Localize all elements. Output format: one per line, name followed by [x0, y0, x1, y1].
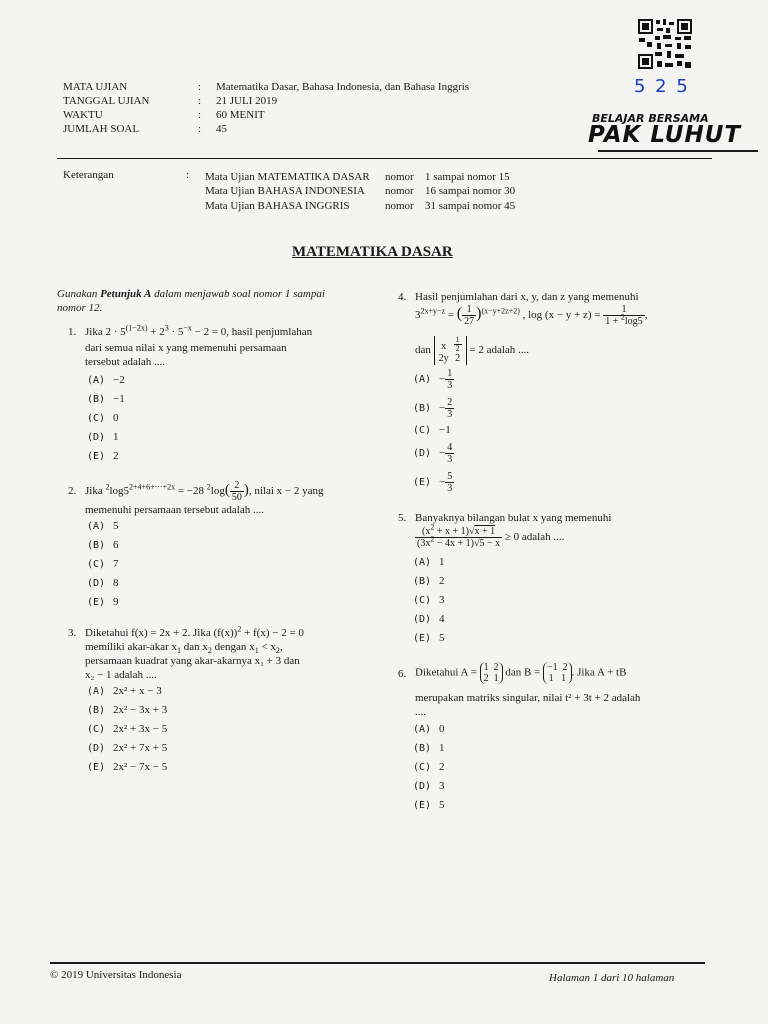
keterangan-nomor: nomor [385, 185, 414, 197]
option-label: (C) [87, 559, 106, 570]
question-number: 1. [68, 326, 77, 338]
option-label: (C) [413, 425, 432, 436]
option-label: (A) [87, 686, 106, 697]
question-text: persamaan kuadrat yang akar-akarnya x₁ + 3 dan [85, 655, 300, 667]
option-text: 8 [113, 577, 119, 589]
option-label: (D) [87, 743, 106, 754]
question-text: Jika $2 \cdot 5^{(1-2x)} + 2^3 \cdot 5^{-x} - 2 = 0$, hasil penjumlahan [85, 323, 313, 338]
option-text: 2 [113, 450, 119, 462]
option-denominator: 3 [447, 379, 453, 391]
question-text: dan x 2y $\frac{1}{2}$ 2 = 2 adalah .... [415, 335, 530, 364]
option-label: (E) [87, 451, 106, 462]
header-key: TANGGAL UJIAN [63, 95, 150, 107]
option[interactable] [413, 741, 445, 755]
option-text: 3 [439, 594, 445, 606]
option[interactable] [413, 365, 454, 393]
option[interactable] [413, 394, 454, 422]
option[interactable] [87, 684, 162, 698]
option-text: 2x² + 3x − 5 [113, 723, 168, 735]
option-sign: − [439, 402, 446, 414]
option-text: 5 [439, 799, 445, 811]
instruction-text: Gunakan [57, 288, 101, 300]
option-text: 5 [113, 520, 119, 532]
question-number: 6. [398, 668, 407, 680]
logo-name: PAK LUHUT [588, 122, 742, 148]
footer-divider [50, 962, 705, 964]
option-label: (D) [87, 578, 106, 589]
question-text: Hasil penjumlahan dari x, y, dan z yang memenuhi [415, 291, 639, 303]
option[interactable] [87, 538, 119, 552]
option-label: (B) [413, 576, 432, 587]
option-label: (D) [413, 781, 432, 792]
option-label: (B) [87, 394, 106, 405]
option-text: 5 [439, 632, 445, 644]
option[interactable] [87, 741, 167, 755]
option-label: (E) [87, 762, 106, 773]
option-denominator: 3 [447, 482, 453, 494]
option-text: 9 [113, 596, 119, 608]
question-text: memenuhi persamaan tersebut adalah .... [85, 504, 264, 516]
question-text: .... [415, 706, 426, 718]
option-label: (E) [413, 800, 432, 811]
keterangan-nomor: nomor [385, 171, 414, 183]
option[interactable] [87, 722, 167, 736]
option-text: 2x² + x − 3 [113, 685, 162, 697]
option-label: (B) [413, 403, 432, 414]
header-sep: : [198, 95, 202, 107]
header-value: 45 [216, 123, 227, 135]
option[interactable] [87, 430, 119, 444]
option-label: (E) [87, 597, 106, 608]
option-text: −1 [439, 424, 451, 436]
option-text: 0 [439, 723, 445, 735]
question-text: Diketahui A = 1 2 2 1 dan B = −1 2 1 1 . Jika A + tB [415, 662, 627, 684]
header-sep: : [198, 123, 202, 135]
option[interactable] [413, 722, 445, 736]
option-label: (E) [413, 477, 432, 488]
question-text: tersebut adalah .... [85, 356, 166, 368]
keterangan-subject: Mata Ujian MATEMATIKA DASAR [205, 171, 370, 183]
header-value: 21 JULI 2019 [216, 95, 278, 107]
option[interactable] [413, 612, 445, 626]
option[interactable] [87, 703, 167, 717]
header-value: 60 MENIT [216, 109, 265, 121]
option[interactable] [413, 631, 445, 645]
instruction-text: nomor 12. [57, 302, 103, 314]
option[interactable] [413, 423, 451, 437]
question-text: x₂ − 1 adalah .... [85, 669, 157, 681]
option[interactable] [413, 468, 454, 496]
option-label: (D) [87, 432, 106, 443]
option-text: 1 [113, 431, 119, 443]
option-denominator: 3 [447, 408, 453, 420]
option-text: −1 [113, 393, 125, 405]
option[interactable] [413, 593, 445, 607]
qr-code [637, 18, 693, 70]
option-text: 2x² − 7x − 5 [113, 761, 168, 773]
header-key: MATA UJIAN [63, 81, 128, 93]
question-text: merupakan matriks singular, nilai t² + 3t + 2 adalah [415, 692, 641, 704]
question-text: Diketahui f(x) = 2x + 2. Jika $(f(x))^2 + f(x) - 2 = 0$ [85, 624, 304, 639]
option-label: (E) [413, 633, 432, 644]
footer-copyright: © 2019 Universitas Indonesia [50, 969, 182, 981]
question-text: Banyaknya bilangan bulat x yang memenuhi [415, 512, 612, 524]
keterangan-range: 31 sampai nomor 45 [425, 200, 516, 212]
option-label: (A) [413, 557, 432, 568]
option[interactable] [413, 779, 445, 793]
option[interactable] [87, 595, 119, 609]
option[interactable] [413, 574, 445, 588]
option-label: (B) [87, 540, 106, 551]
qr-code-number: 5 2 5 [634, 76, 690, 97]
option-text: 6 [113, 539, 119, 551]
option-numerator: 4 [447, 441, 453, 453]
header-key: JUMLAH SOAL [63, 123, 140, 135]
section-title: MATEMATIKA DASAR [292, 244, 453, 260]
option[interactable] [413, 439, 454, 467]
option-denominator: 3 [447, 453, 453, 465]
option-text: 7 [113, 558, 119, 570]
question-number: 5. [398, 512, 407, 524]
option-numerator: 1 [447, 367, 453, 379]
option-label: (A) [87, 375, 106, 386]
option-numerator: 2 [447, 396, 453, 408]
option-text: −2 [113, 374, 125, 386]
keterangan-sep: : [186, 169, 190, 181]
question-text: $3^{2x+y-z}$ = ( $\frac{1}{27}$ )$^{(x-y+2z+2)}$ , log (x − y + z) = $\frac{1}{1 + ^2\log 5}$ , [415, 304, 648, 327]
question-text: Jika $^2\log 5^{2+4+6+\cdot\cdot\cdot+2x} = -28$ $^2$log( $\frac{2}{50}$ ), nilai x − 2 yang [85, 480, 324, 503]
option-text: 4 [439, 613, 445, 625]
option-label: (C) [87, 413, 106, 424]
option-numerator: 5 [447, 470, 453, 482]
question-text: dari semua nilai x yang memenuhi persamaan [85, 342, 287, 354]
option[interactable] [413, 555, 445, 569]
option-label: (D) [413, 448, 432, 459]
keterangan-label: Keterangan [63, 169, 114, 181]
option-sign: − [439, 373, 446, 385]
instruction [57, 287, 377, 315]
option[interactable] [87, 449, 119, 463]
option-label: (A) [87, 521, 106, 532]
option-text: 2 [439, 575, 445, 587]
header-value: Matematika Dasar, Bahasa Indonesia, dan Bahasa Inggris [216, 81, 470, 93]
option-text: 2 [439, 761, 445, 773]
keterangan-subject: Mata Ujian BAHASA INDONESIA [205, 185, 365, 197]
logo-tagline: BELAJAR BERSAMA [592, 112, 709, 125]
option-label: (C) [413, 595, 432, 606]
header-divider [57, 158, 712, 159]
option-text: 3 [439, 780, 445, 792]
header-sep: : [198, 109, 202, 121]
option[interactable] [87, 392, 125, 406]
question-number: 3. [68, 627, 77, 639]
option-label: (D) [413, 614, 432, 625]
keterangan-subject: Mata Ujian BAHASA INGGRIS [205, 200, 350, 212]
keterangan-range: 16 sampai nomor 30 [425, 185, 516, 197]
logo-underline [598, 150, 758, 152]
header-sep: : [198, 81, 202, 93]
option[interactable] [87, 411, 119, 425]
option-label: (A) [413, 724, 432, 735]
option-label: (C) [87, 724, 106, 735]
question-number: 4. [398, 291, 407, 303]
option[interactable] [87, 557, 119, 571]
question-number: 2. [68, 485, 77, 497]
option-sign: − [439, 476, 446, 488]
option-text: 1 [439, 742, 445, 754]
option-label: (B) [87, 705, 106, 716]
option[interactable] [413, 760, 445, 774]
header-key: WAKTU [63, 109, 103, 121]
option[interactable] [87, 519, 119, 533]
keterangan-nomor: nomor [385, 200, 414, 212]
option-text: 2x² + 7x + 5 [113, 742, 168, 754]
option-sign: − [439, 447, 446, 459]
option-text: 0 [113, 412, 119, 424]
option[interactable] [413, 798, 445, 812]
option[interactable] [87, 760, 167, 774]
footer-page: Halaman 1 dari 10 halaman [549, 972, 675, 984]
option-label: (C) [413, 762, 432, 773]
question-text: memiliki akar-akar $x_1$ dan $x_2$ dengan $x_1 < x_2$, [85, 641, 283, 656]
question-text: $\frac{(x^2 + x + 1)√x + 1}{(3x^2 - 4x + 1)√5 - x}$ ≥ 0 adalah .... [417, 522, 565, 549]
option[interactable] [87, 373, 125, 387]
instruction-text: dalam menjawab soal nomor 1 sampai [151, 288, 325, 300]
option-label: (B) [413, 743, 432, 754]
option-label: (A) [413, 374, 432, 385]
option[interactable] [87, 576, 119, 590]
option-text: 2x² − 3x + 3 [113, 704, 168, 716]
option-text: 1 [439, 556, 445, 568]
keterangan-range: 1 sampai nomor 15 [425, 171, 510, 183]
instruction-bold: Petunjuk A [100, 288, 152, 300]
